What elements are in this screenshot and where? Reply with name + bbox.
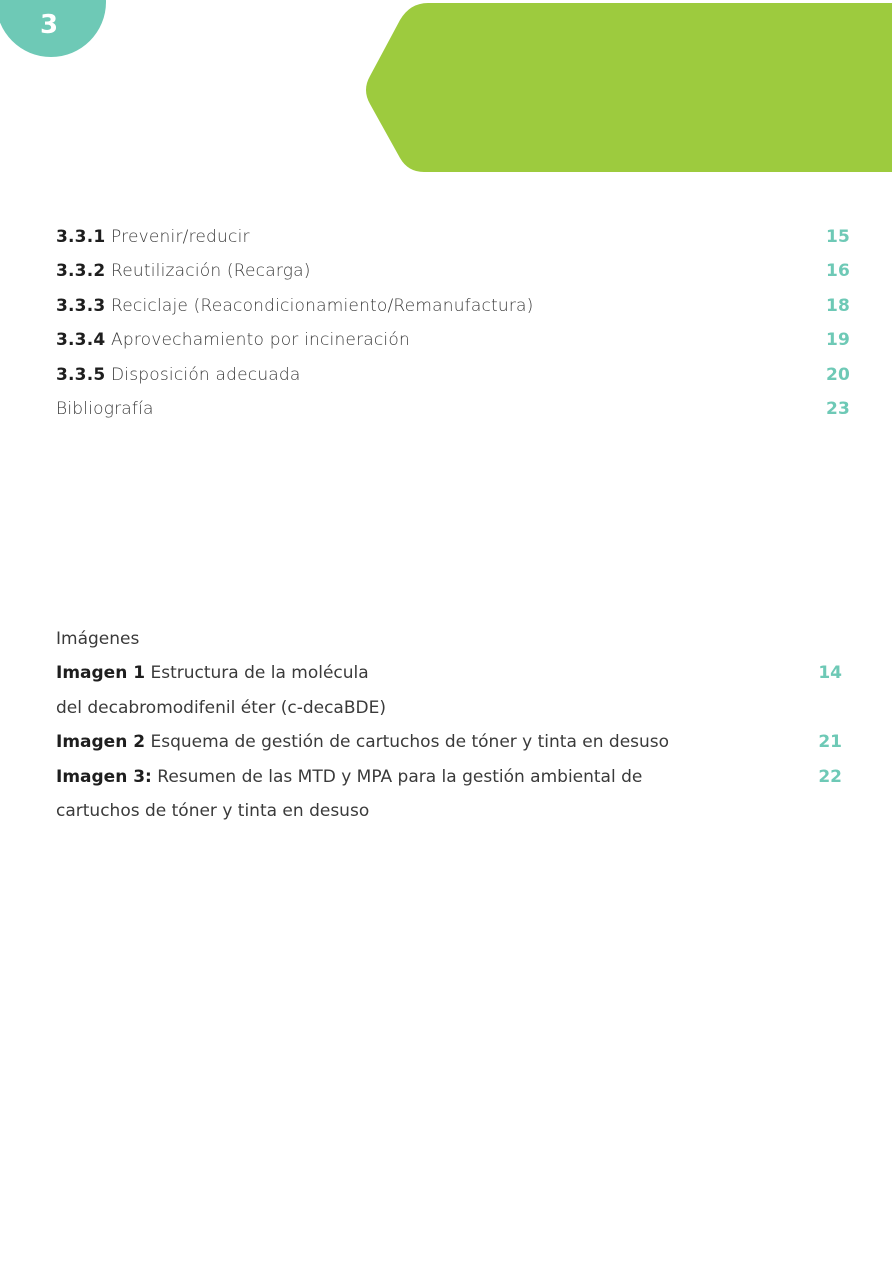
green-banner xyxy=(0,0,892,175)
toc-item[interactable] xyxy=(56,296,850,330)
image-index-title: Imagen 1 Estructura de la molécula del decabromodifenil éter (c-decaBDE) xyxy=(56,663,386,718)
toc-item-number: 3.3.3 xyxy=(56,295,106,316)
image-index-item[interactable] xyxy=(56,725,842,759)
image-page-number: 22 xyxy=(818,766,842,787)
image-index-title: Imagen 2 Esquema de gestión de cartuchos de tóner y tinta en desuso xyxy=(56,732,670,753)
toc-page-number: 18 xyxy=(825,295,850,316)
images-index xyxy=(56,622,842,828)
image-index-title: Imagen 3: Resumen de las MTD y MPA para la gestión ambiental de cartuchos de tóner y tinta en desuso xyxy=(56,766,643,822)
toc-item-number: 3.3.5 xyxy=(56,364,106,385)
toc-item[interactable] xyxy=(56,365,850,399)
toc-page-number: 16 xyxy=(825,261,850,282)
images-heading: Imágenes xyxy=(56,629,140,649)
toc-page-number: 15 xyxy=(825,227,850,247)
toc-item[interactable] xyxy=(56,261,850,295)
image-page-number: 21 xyxy=(818,732,842,753)
toc-item-title: 3.3.5 Disposición adecuada xyxy=(56,364,301,385)
image-index-item[interactable] xyxy=(56,760,842,829)
image-label: Imagen 3: xyxy=(56,766,152,787)
toc-item-title: 3.3.1 Prevenir/reducir xyxy=(56,227,250,247)
toc-page-number: 23 xyxy=(825,398,850,419)
image-page-number: 14 xyxy=(818,663,842,684)
image-label: Imagen 2 xyxy=(56,732,146,753)
toc-item-title: Bibliografía xyxy=(56,398,154,419)
toc-page-number: 20 xyxy=(825,364,850,385)
toc-item-number: 3.3.4 xyxy=(56,330,106,351)
toc-item[interactable] xyxy=(56,330,850,364)
toc-item-number: 3.3.1 xyxy=(56,227,106,247)
toc-item[interactable] xyxy=(56,399,850,433)
toc-item-number: 3.3.2 xyxy=(56,261,106,282)
image-index-item[interactable] xyxy=(56,656,842,725)
image-label: Imagen 1 xyxy=(56,663,146,684)
toc-page-number: 19 xyxy=(825,330,850,351)
toc-item-title: 3.3.3 Reciclaje (Reacondicionamiento/Remanufactura) xyxy=(56,295,534,316)
table-of-contents xyxy=(56,227,850,433)
page-number-badge: 3 xyxy=(40,10,59,40)
toc-item[interactable] xyxy=(56,227,850,261)
toc-item-title: 3.3.2 Reutilización (Recarga) xyxy=(56,261,311,282)
toc-item-title: 3.3.4 Aprovechamiento por incineración xyxy=(56,330,410,351)
